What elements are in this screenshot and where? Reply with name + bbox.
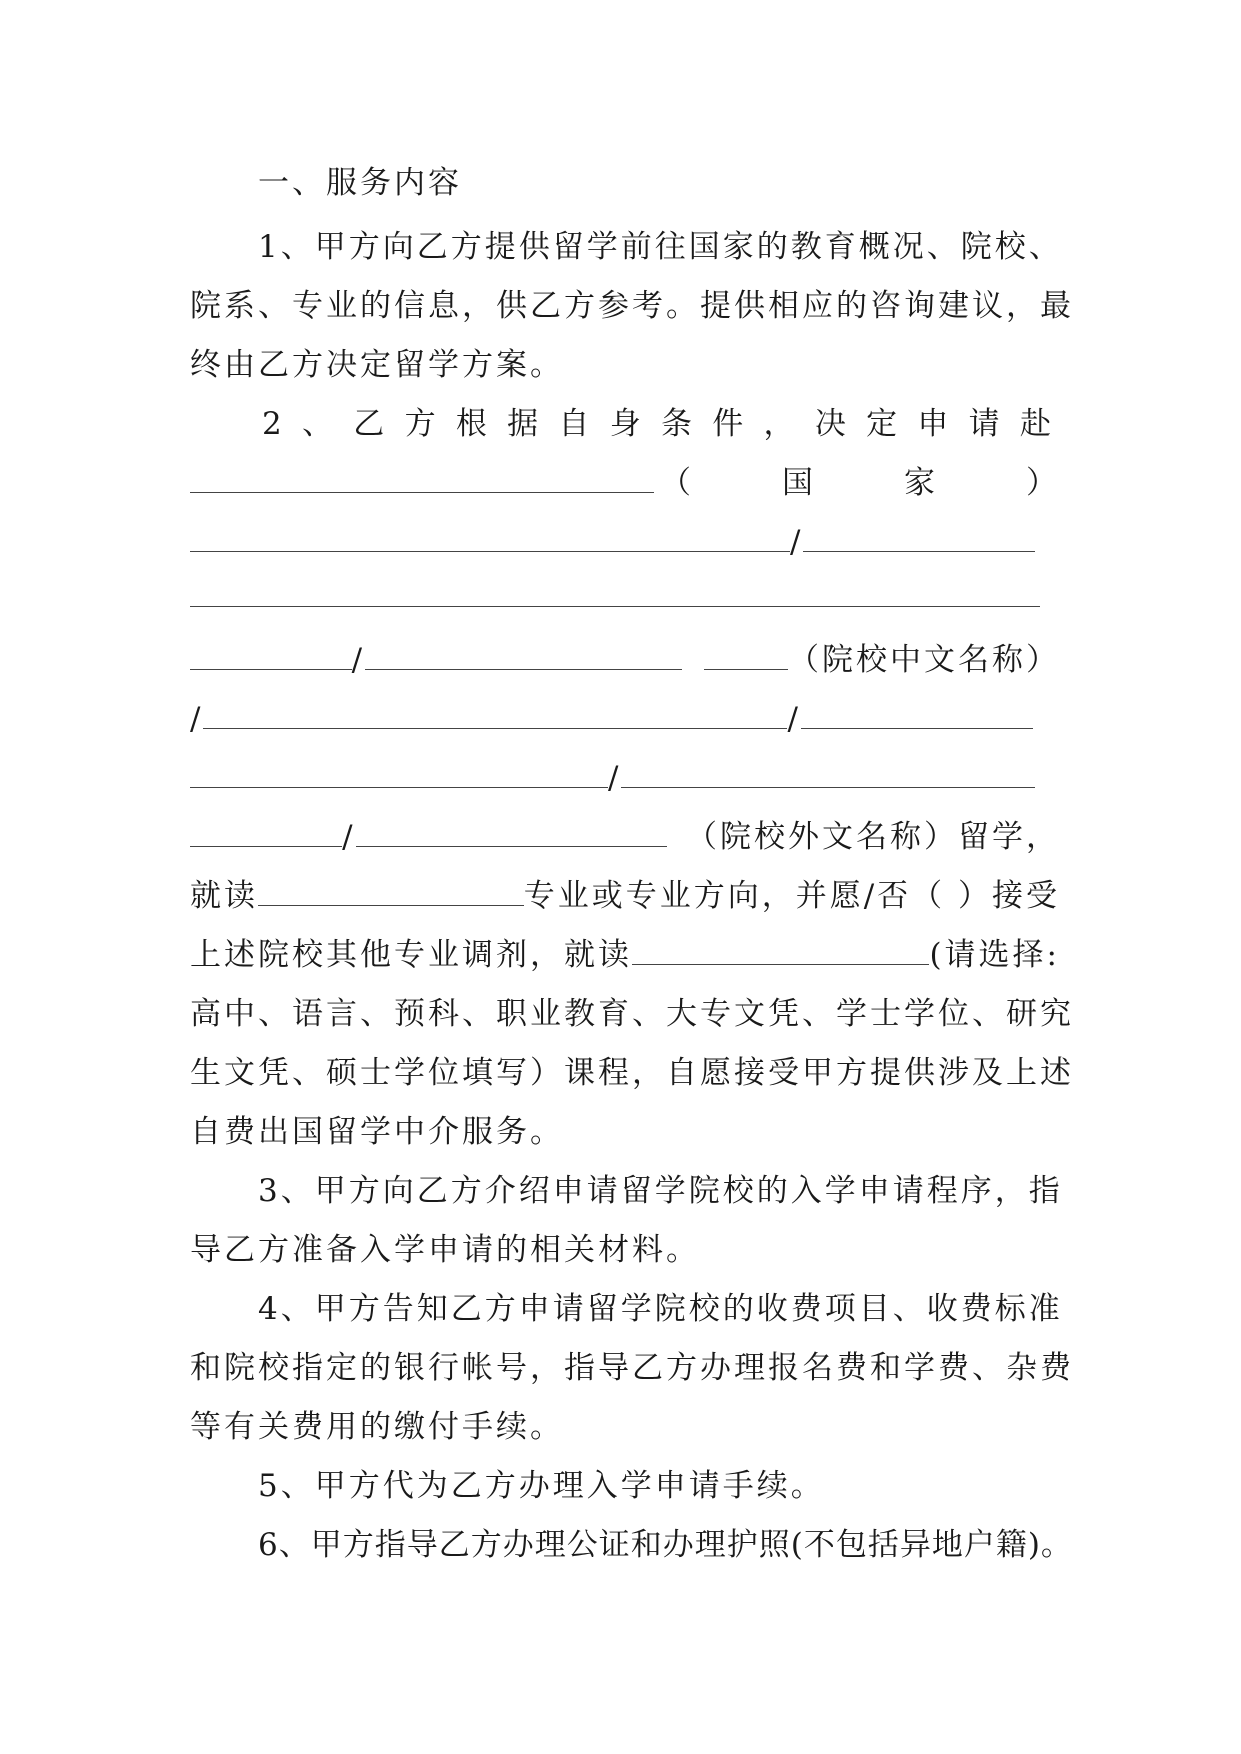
adjust-blank[interactable]	[632, 934, 929, 965]
major-suffix: 专业或专业方向，并愿/否（ ）接受	[523, 878, 1060, 914]
slash: /	[608, 760, 622, 796]
foreign-name-label: （院校外文名称）留学，	[686, 819, 1061, 855]
blank-field[interactable]	[621, 757, 1035, 788]
item3-line2: 导乙方准备入学申请的相关材料。	[190, 1232, 700, 1268]
foreign-name-line	[190, 812, 1060, 862]
adjust-prefix: 上述院校其他专业调剂，就读	[190, 937, 632, 973]
item4-line2: 和院校指定的银行帐号，指导乙方办理报名费和学费、杂费	[190, 1350, 1074, 1386]
item6-line1: 6、甲方指导乙方办理公证和办理护照(不包括异地户籍)。	[258, 1527, 1073, 1563]
slash: /	[790, 524, 804, 560]
item2-line-b: 生文凭、硕士学位填写）课程，自愿接受甲方提供涉及上述	[190, 1055, 1074, 1091]
blank-field[interactable]	[190, 816, 342, 847]
blank-line-3	[190, 576, 1060, 626]
item2-line-a: 高中、语言、预科、职业教育、大专文凭、学士学位、研究	[190, 996, 1074, 1032]
blank-line-6	[190, 753, 1060, 803]
adjust-suffix: (请选择:	[929, 937, 1060, 973]
slash: /	[351, 642, 366, 678]
major-prefix: 就读	[190, 878, 258, 914]
item4-line3: 等有关费用的缴付手续。	[190, 1409, 564, 1445]
blank-field[interactable]	[190, 521, 790, 552]
item2-line1: 2 、 乙 方 根 据 自 身 条 件 ， 决 定 申 请 赴	[262, 406, 1054, 442]
slash: /	[787, 701, 801, 737]
major-line	[190, 871, 1060, 921]
slash: /	[342, 819, 356, 855]
blank-field[interactable]	[356, 816, 668, 847]
blank-field[interactable]	[190, 757, 608, 788]
blank-field[interactable]	[190, 639, 352, 670]
blank-field[interactable]	[365, 639, 682, 670]
country-blank-line: （ 国 家 ）	[190, 458, 1060, 508]
item2-line-c: 自费出国留学中介服务。	[190, 1114, 564, 1150]
major-blank[interactable]	[258, 875, 524, 906]
item4-line1: 4、甲方告知乙方申请留学院校的收费项目、收费标准	[258, 1291, 1063, 1327]
blank-line-5	[190, 694, 1060, 744]
item5-line1: 5、甲方代为乙方办理入学申请手续。	[258, 1468, 825, 1504]
item3-line1: 3、甲方向乙方介绍申请留学院校的入学申请程序，指	[258, 1173, 1063, 1209]
item1-line3: 终由乙方决定留学方案。	[190, 347, 564, 383]
blank-field[interactable]	[801, 698, 1033, 729]
blank-field[interactable]	[704, 639, 788, 670]
cn-name-line	[190, 635, 1060, 685]
adjust-line	[190, 930, 1060, 980]
blank-field[interactable]	[803, 521, 1035, 552]
cn-name-label: （院校中文名称）	[788, 642, 1061, 678]
blank-field[interactable]	[190, 576, 1040, 607]
item1-line2: 院系、专业的信息，供乙方参考。提供相应的咨询建议，最	[190, 288, 1074, 324]
country-blank[interactable]	[190, 462, 654, 493]
item1-line1: 1、甲方向乙方提供留学前往国家的教育概况、院校、	[258, 229, 1063, 265]
blank-field[interactable]	[203, 698, 787, 729]
slash: /	[190, 701, 204, 737]
section-heading: 一、服务内容	[258, 165, 462, 201]
blank-line-2	[190, 517, 1060, 567]
